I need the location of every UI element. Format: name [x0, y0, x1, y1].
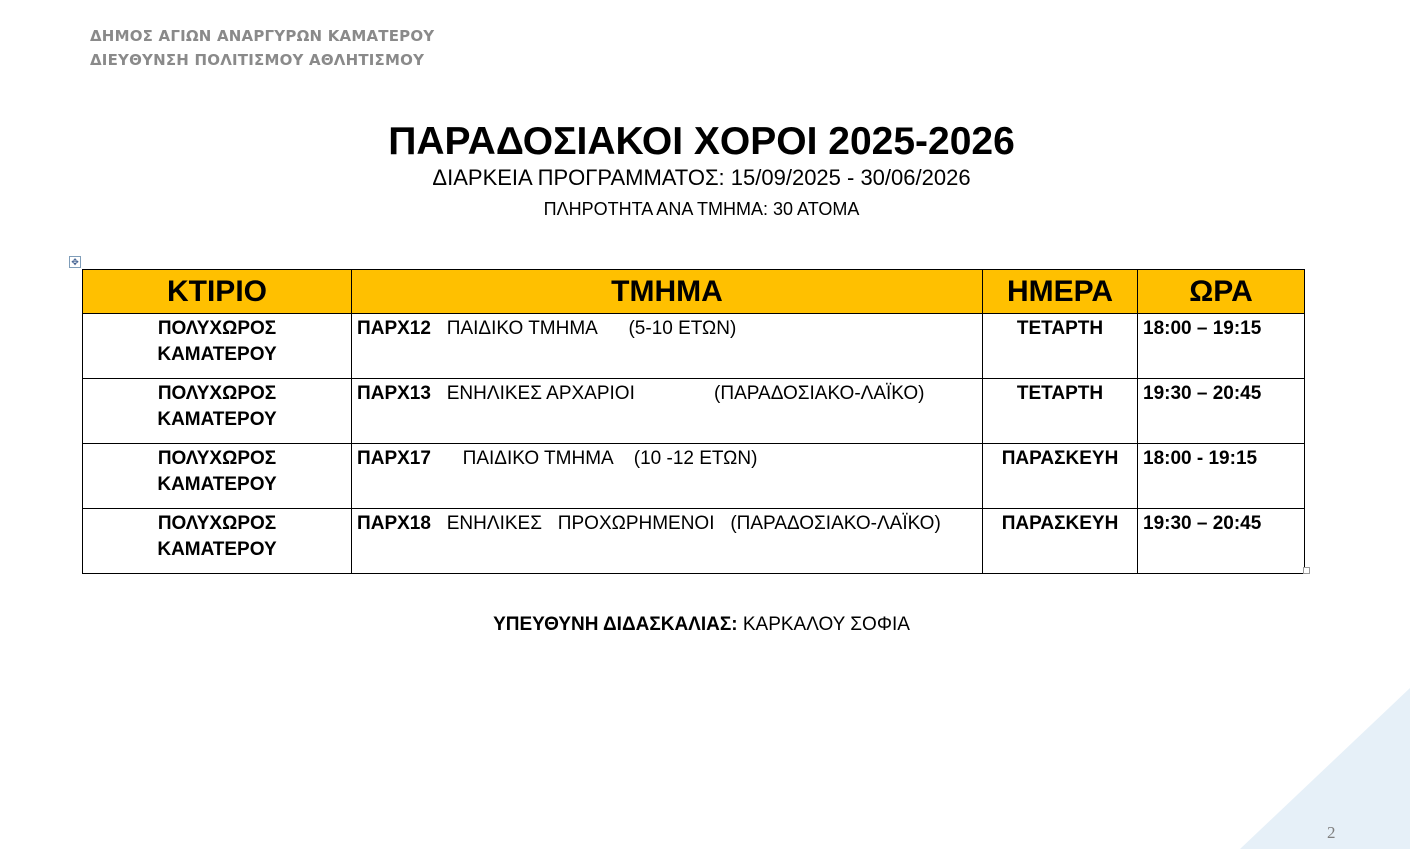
building-name: ΠΟΛΥΧΩΡΟΣ — [157, 513, 277, 534]
time-cell: 19:30 – 20:45 — [1138, 379, 1305, 444]
department-name: ΔΙΕΥΘΥΝΣΗ ΠΟΛΙΤΙΣΜΟΥ ΑΘΛΗΤΙΣΜΟΥ — [90, 51, 425, 69]
day-cell: ΠΑΡΑΣΚΕΥΗ — [983, 444, 1138, 509]
class-cell — [352, 444, 983, 509]
building-area: ΚΑΜΑΤΕΡΟΥ — [157, 344, 277, 365]
header-building: ΚΤΙΡΙΟ — [83, 270, 352, 314]
table-row — [83, 444, 1305, 509]
table-row — [83, 314, 1305, 379]
header-class: ΤΜΗΜΑ — [352, 270, 983, 314]
schedule-table — [82, 269, 1305, 574]
corner-triangle — [1240, 688, 1410, 849]
building-area: ΚΑΜΑΤΕΡΟΥ — [157, 474, 277, 495]
class-code: ΠΑΡΧ12 — [357, 318, 431, 339]
table-row — [83, 379, 1305, 444]
class-cell — [352, 314, 983, 379]
organization-header — [90, 24, 434, 72]
time-cell: 18:00 - 19:15 — [1138, 444, 1305, 509]
header-day: ΗΜΕΡΑ — [983, 270, 1138, 314]
class-cell — [352, 509, 983, 574]
day-cell: ΠΑΡΑΣΚΕΥΗ — [983, 509, 1138, 574]
day-cell: ΤΕΤΑΡΤΗ — [983, 314, 1138, 379]
day-cell: ΤΕΤΑΡΤΗ — [983, 379, 1138, 444]
class-capacity: ΠΛΗΡΟΤΗΤΑ ΑΝΑ ΤΜΗΜΑ: 30 ΑΤΟΜΑ — [543, 199, 860, 219]
corner-decoration — [1240, 688, 1410, 849]
time-cell: 19:30 – 20:45 — [1138, 509, 1305, 574]
instructor-name: ΚΑΡΚΑΛΟΥ ΣΟΦΙΑ — [742, 614, 910, 635]
building-area: ΚΑΜΑΤΕΡΟΥ — [157, 409, 277, 430]
page-title: ΠΑΡΑΔΟΣΙΑΚΟΙ ΧΟΡΟΙ 2025-2026 — [388, 120, 1015, 163]
building-name: ΠΟΛΥΧΩΡΟΣ — [157, 383, 277, 404]
class-code: ΠΑΡΧ13 — [357, 383, 431, 404]
class-code: ΠΑΡΧ18 — [357, 513, 431, 534]
table-resize-handle[interactable] — [1303, 567, 1310, 574]
building-name: ΠΟΛΥΧΩΡΟΣ — [157, 448, 277, 469]
table-row — [83, 509, 1305, 574]
building-name: ΠΟΛΥΧΩΡΟΣ — [157, 318, 277, 339]
class-code: ΠΑΡΧ17 — [357, 448, 431, 469]
building-cell — [83, 509, 352, 574]
class-cell — [352, 379, 983, 444]
building-cell — [83, 314, 352, 379]
header-time: ΩΡΑ — [1138, 270, 1305, 314]
building-cell — [83, 379, 352, 444]
time-cell: 18:00 – 19:15 — [1138, 314, 1305, 379]
instructor-line — [0, 613, 1403, 637]
program-duration: ΔΙΑΡΚΕΙΑ ΠΡΟΓΡΑΜΜΑΤΟΣ: 15/09/2025 - 30/06/2026 — [432, 165, 971, 190]
building-cell — [83, 444, 352, 509]
class-description: ΕΝΗΛΙΚΕΣ ΠΡΟΧΩΡΗΜΕΝΟΙ (ΠΑΡΑΔΟΣΙΑΚΟ-ΛΑΪΚΟ) — [430, 513, 941, 534]
page-number: 2 — [1327, 823, 1336, 842]
class-description: ΕΝΗΛΙΚΕΣ ΑΡΧΑΡΙΟΙ (ΠΑΡΑΔΟΣΙΑΚΟ-ΛΑΪΚΟ) — [430, 383, 925, 404]
instructor-label: ΥΠΕΥΘΥΝΗ ΔΙΔΑΣΚΑΛΙΑΣ: — [493, 614, 738, 635]
building-area: ΚΑΜΑΤΕΡΟΥ — [157, 539, 277, 560]
organization-name: ΔΗΜΟΣ ΑΓΙΩΝ ΑΝΑΡΓΥΡΩΝ ΚΑΜΑΤΕΡΟΥ — [90, 27, 435, 45]
table-header-row — [83, 270, 1305, 314]
class-description: ΠΑΙΔΙΚΟ ΤΜΗΜΑ (5-10 ΕΤΩΝ) — [430, 318, 737, 339]
class-description: ΠΑΙΔΙΚΟ ΤΜΗΜΑ (10 -12 ΕΤΩΝ) — [430, 448, 758, 469]
table-move-handle-icon[interactable]: ✥ — [69, 256, 81, 268]
